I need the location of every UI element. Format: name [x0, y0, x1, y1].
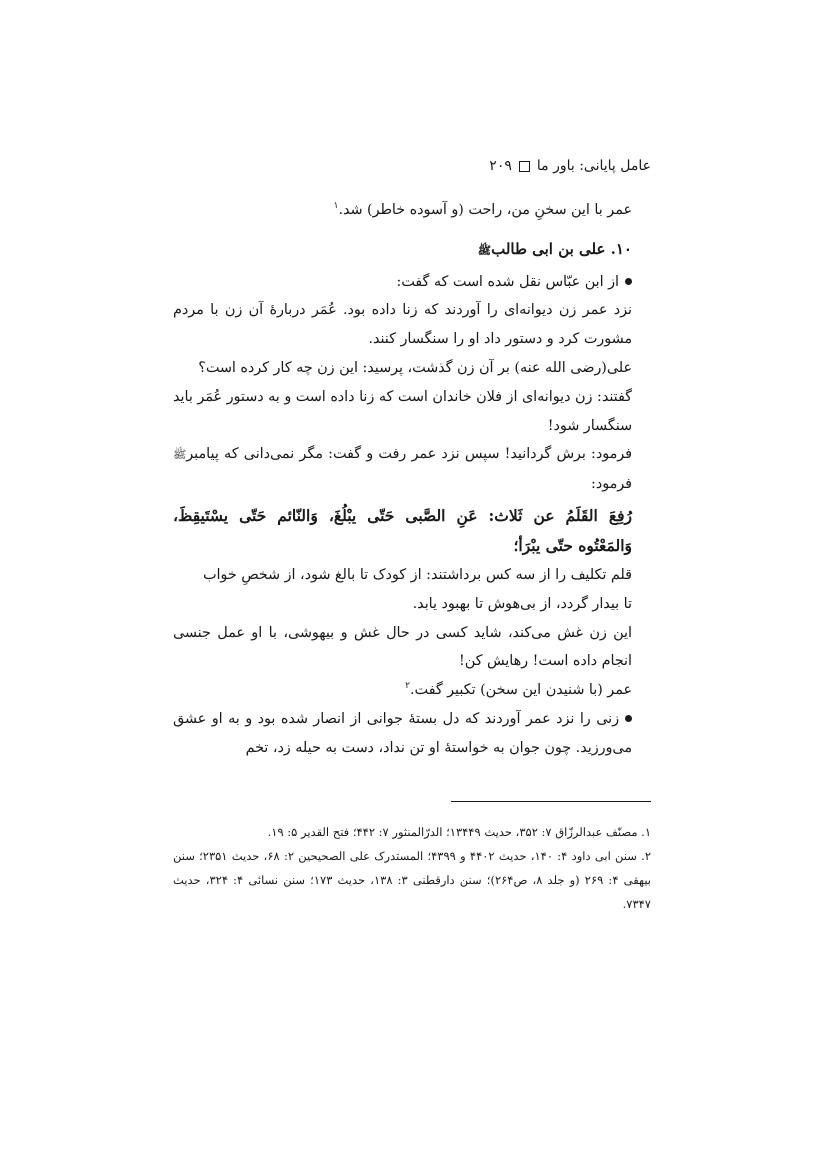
page-number: ۲۰۹ — [489, 158, 512, 174]
paragraph-7: این زن غش می‌کند، شاید کسی در حال غش و بیهوشی، با او عمل جنسی انجام داده است! رهایش کن! — [173, 624, 632, 670]
paragraph-6-continuation: فرمود: — [591, 476, 632, 493]
paragraph-5: گفتند: زن دیوانه‌ای از فلان خاندان است که زنا داده است و به دستور عُمَر باید سنگسار شود! — [173, 388, 632, 434]
paragraph-2 — [173, 268, 651, 297]
paragraph-9-text: زنی را نزد عمر آوردند که دل بستهٔ جوانی از انصار شده بود و به او عشق می‌ورزید. چون جوان به خواستهٔ او تن نداد، دست به حیله زد، تخم — [173, 710, 632, 756]
bullet-icon — [625, 278, 632, 285]
footnote-1: ۱. مصنّف عبدالرزّاق ۷: ۳۵۲، حدیث ۱۳۴۴۹؛ الدرّالمنثور ۷: ۴۴۲؛ فتح القدیر ۵: ۱۹. — [267, 825, 651, 839]
paragraph-9 — [173, 705, 651, 763]
square-icon — [519, 161, 530, 172]
hadith-quote: رُفِعَ القَلَمُ عن ثَلاث: عَنِ الصَّبی حَتّی یبْلُغَ، وَالنّائم حَتّی یسْتَیقِظَ، وَالمَعْتُوه حتّی یبْرَأ؛ — [173, 505, 632, 555]
paragraph-1: عمر با این سخنِ من، راحت (و آسوده خاطر) شد.$^۱$ — [333, 201, 632, 218]
running-header — [489, 158, 651, 174]
footnote-2: ۲. سنن ابی داود ۴: ۱۴۰، حدیث ۴۴۰۲ و ۴۳۹۹؛ المستدرک علی الصحیحین ۲: ۶۸، حدیث ۲۳۵۱؛ سنن بیهقی ۴: ۲۶۹ (و جلد ۸، ص۲۶۴)؛ سنن دارقطنی ۳: ۱۳۸، حدیث ۱۷۳؛ سنن نسائی ۴: ۳۲۴، حدیث ۷۳۴۷. — [173, 849, 652, 911]
honorific-glyph: ﷺ — [173, 448, 187, 462]
footnotes — [173, 820, 651, 916]
paragraph-2-text: از ابن عبّاس نقل شده است که گفت: — [396, 273, 619, 290]
footnote-ref-1[interactable]: ۱ — [333, 201, 339, 212]
paragraph-6 — [173, 440, 651, 499]
section-heading — [173, 235, 651, 266]
paragraph-8: عمر (با شنیدن این سخن) تکبیر گفت.$^۲$ — [405, 681, 632, 699]
main-text — [173, 196, 651, 763]
paragraph-8-text: عمر (با شنیدن این سخن) تکبیر گفت — [414, 682, 632, 699]
footnote-divider — [451, 801, 651, 802]
bullet-icon — [625, 715, 632, 722]
paragraph-1-text: عمر با این سخنِ من، راحت (و آسوده خاطر) شد — [343, 202, 632, 218]
paragraph-4: علی(رضی الله عنه) بر آن زن گذشت، پرسید: این زن چه کار کرده است؟ — [198, 359, 632, 376]
paragraph-6-text: فرمود: برش گردانید! سپس نزد عمر رفت و گفت: مگر نمی‌دانی که پیامبر — [186, 446, 632, 463]
paragraph-3: نزد عمر زن دیوانه‌ای را آوردند که زنا داده بود. عُمَر دربارهٔ آن زن با مردم مشورت کرد و دستور داد او را سنگسار کنند. — [173, 302, 632, 348]
footnote-ref-2[interactable]: ۲ — [405, 681, 410, 692]
honorific-glyph: ﷺ — [477, 243, 492, 257]
section-heading-text: ۱۰. علی بن ابی طالب — [491, 239, 632, 258]
hadith-translation: قلم تکلیف را از سه کس برداشتند: از کودک تا بالغ شود، از شخصِ خواب تا بیدار گردد، از بی‌هوش تا بهبود یابد. — [203, 566, 632, 612]
header-title: عامل پایانی: باور ما — [536, 158, 651, 174]
